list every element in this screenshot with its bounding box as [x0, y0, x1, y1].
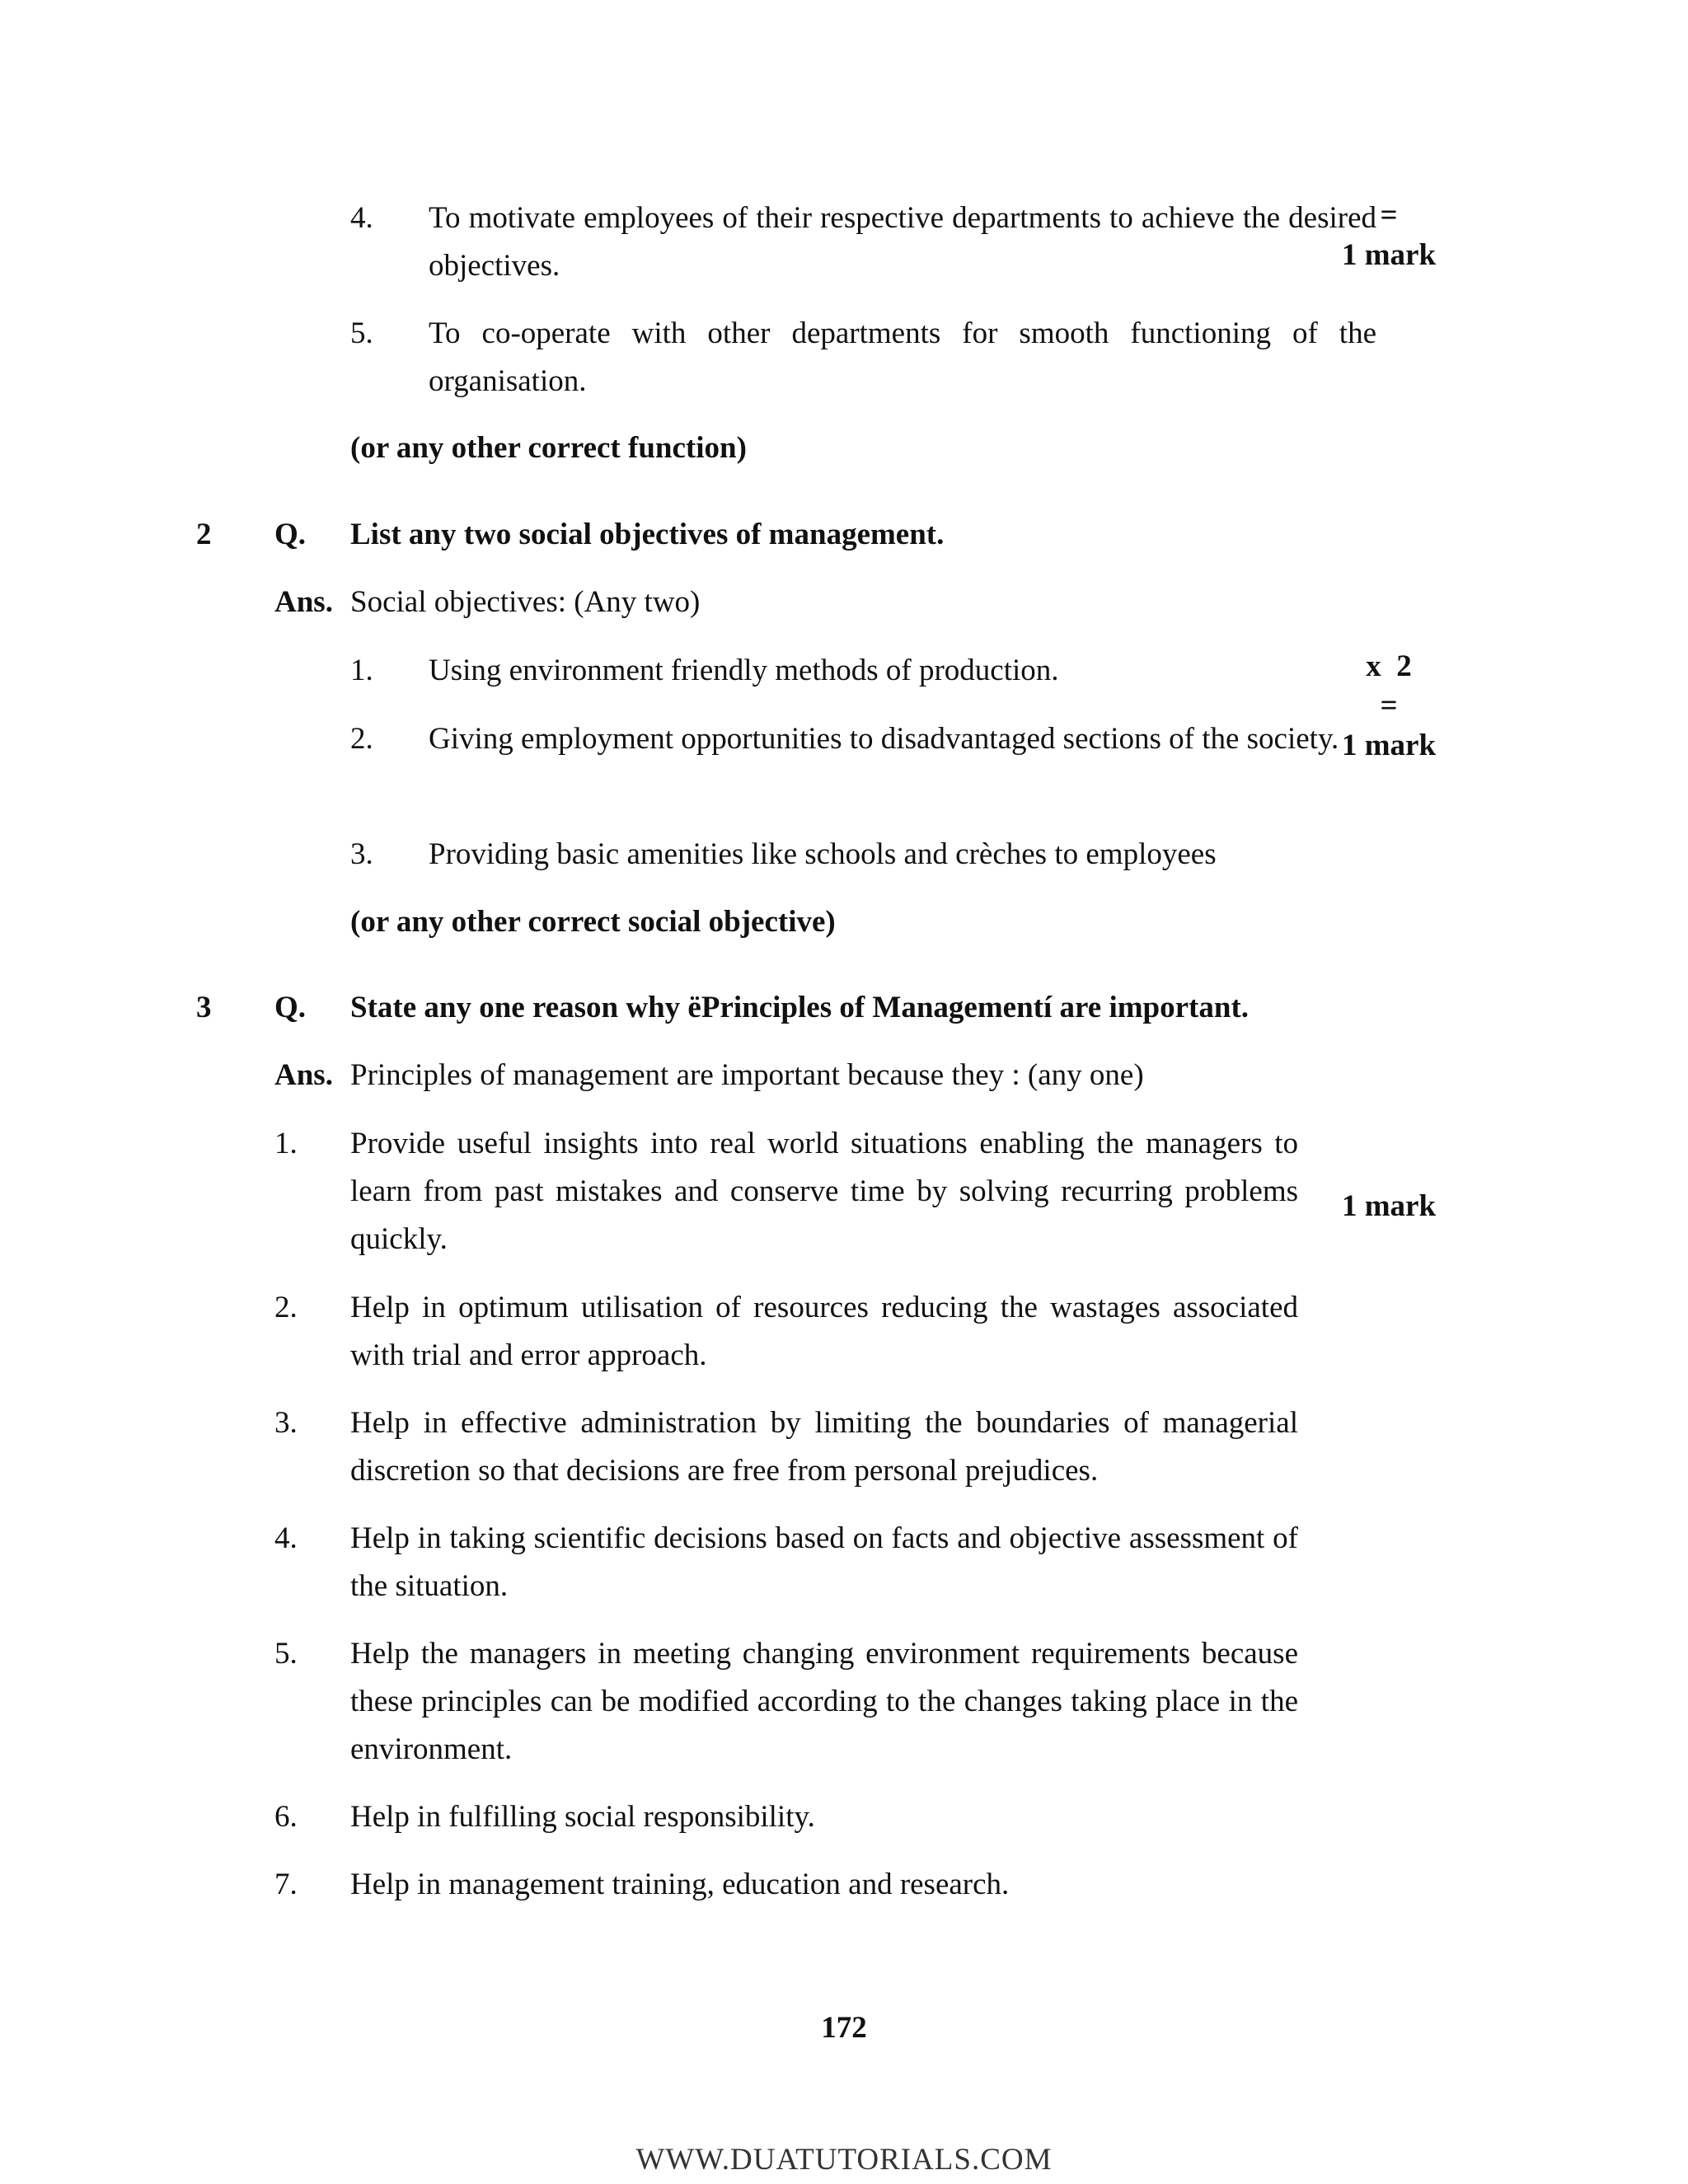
item-number: 6.	[274, 1800, 298, 1834]
answer-label: Ans.	[274, 1058, 333, 1092]
item-text: Help in taking scientific decisions based on facts and objective assessment of the situation.	[350, 1521, 1298, 1603]
item-text: Giving employment opportunities to disadvantaged sections of the society.	[429, 722, 1339, 756]
mark-equals: =	[1380, 199, 1398, 232]
answer-note: (or any other correct social objective)	[350, 905, 836, 939]
mark-multiplier: x 2	[1366, 649, 1412, 683]
item-number: 5.	[350, 316, 373, 350]
item-number: 7.	[274, 1868, 298, 1901]
answer-intro: Principles of management are important because they : (any one)	[350, 1058, 1144, 1092]
item-text: Help in effective administration by limiting the boundaries of managerial discretion so that decisions are free from personal prejudices.	[350, 1406, 1298, 1488]
item-number: 3.	[350, 837, 373, 871]
item-number: 2.	[274, 1291, 298, 1324]
item-number: 1.	[274, 1127, 298, 1160]
question-label: Q.	[274, 991, 307, 1024]
q2-mark	[1306, 647, 1471, 766]
item-text: Providing basic amenities like schools and crèches to employees	[429, 837, 1217, 871]
answer-label: Ans.	[274, 585, 333, 619]
answer-intro: Social objectives: (Any two)	[350, 585, 701, 619]
item-number: 2.	[350, 722, 373, 756]
item-number: 5.	[274, 1637, 298, 1671]
question-text: State any one reason why ëPrinciples of Managementí are important.	[350, 991, 1250, 1024]
mark-value: 1 mark	[1341, 729, 1437, 762]
item-number: 1.	[350, 654, 373, 687]
item-number: 4.	[350, 201, 373, 235]
question-label: Q.	[274, 518, 307, 551]
top-note: (or any other correct function)	[350, 431, 747, 465]
mark-value: 1 mark	[1341, 238, 1437, 272]
mark-equals: =	[1380, 689, 1398, 723]
mark-value: 1 mark	[1341, 1189, 1437, 1223]
top-mark	[1306, 196, 1471, 275]
question-number: 3	[196, 991, 212, 1024]
item-text: Provide useful insights into real world situations enabling the managers to learn from past mistakes and conserve time by solving recurring problems quickly.	[350, 1127, 1298, 1256]
item-text: To motivate employees of their respective departments to achieve the desired objectives.	[429, 201, 1376, 283]
item-text: To co-operate with other departments for smooth functioning of the organisation.	[429, 316, 1376, 398]
item-text: Help in fulfilling social responsibility.	[350, 1800, 815, 1834]
item-text: Help in optimum utilisation of resources reducing the wastages associated with trial and error approach.	[350, 1291, 1298, 1372]
item-text: Using environment friendly methods of production.	[429, 654, 1059, 687]
item-text: Help in management training, education and research.	[350, 1868, 1010, 1901]
item-number: 4.	[274, 1521, 298, 1555]
question-text: List any two social objectives of management.	[350, 518, 945, 551]
footer-url: WWW.DUATUTORIALS.COM	[635, 2143, 1053, 2177]
page-number: 172	[821, 2011, 867, 2045]
question-number: 2	[196, 518, 212, 551]
item-number: 3.	[274, 1406, 298, 1440]
q3-mark	[1306, 1187, 1471, 1226]
item-text: Help the managers in meeting changing environment requirements because these principles can be modified according to the changes taking place in the environment.	[350, 1637, 1298, 1766]
